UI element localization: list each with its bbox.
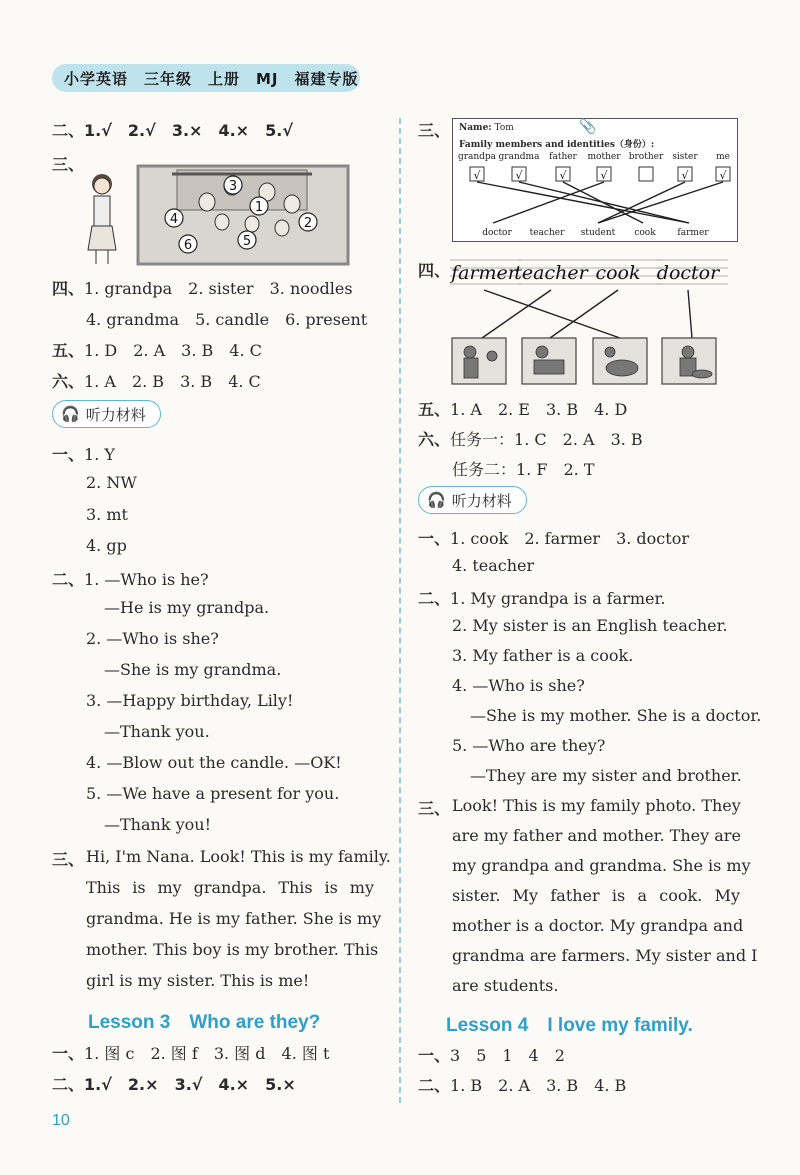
answer-item: 4. gp — [86, 536, 127, 555]
book-title-badge: 小学英语 三年级 上册 MJ 福建专版 — [52, 64, 360, 92]
circle-number: 5 — [242, 234, 252, 249]
answer-row — [52, 442, 115, 465]
answer-item: 3. B — [181, 341, 214, 360]
listening-label: 听力材料 — [85, 405, 146, 424]
check-mark: √ — [559, 169, 567, 182]
answer-item: 1.√ — [84, 1075, 112, 1094]
answer-item: 4.× — [218, 1075, 250, 1094]
answer-item: 2. T — [563, 460, 595, 479]
name-value: Tom — [494, 123, 514, 133]
answer-item: 1. C — [514, 430, 547, 449]
check-mark: √ — [719, 169, 727, 182]
card-heading: Family members and identities（身份）: — [459, 140, 655, 150]
answer-item: 3. B — [610, 430, 643, 449]
member-label: brother — [628, 152, 664, 162]
family-card — [452, 118, 738, 242]
answer-item: 4.× — [218, 121, 250, 140]
answer-item: 6. present — [285, 310, 368, 329]
section-label: 二、 — [418, 1076, 451, 1095]
answer-item: 4. C — [228, 372, 261, 391]
passage-line: grandma are farmers. My sister and I — [452, 946, 758, 965]
section-label: 二、 — [52, 570, 85, 589]
member-label: grandma — [498, 152, 540, 162]
dialogue-line: —She is my mother. She is a doctor. — [470, 706, 762, 725]
answer-item: 4. B — [594, 1076, 627, 1095]
answer-item: 1. F — [516, 460, 548, 479]
dialogue-line: 3. —Happy birthday, Lily! — [86, 691, 294, 710]
answer-item: 2. B — [131, 372, 165, 391]
dialogue-line: 2. —Who is she? — [86, 629, 219, 648]
passage-line: my grandpa and grandma. She is my — [452, 856, 751, 875]
section-label: 六、 — [418, 430, 451, 449]
passage-line: Hi, I'm Nana. Look! This is my family. — [86, 847, 391, 866]
answer-item: 4. C — [229, 341, 262, 360]
answer-item: 3. B — [545, 400, 579, 419]
identity-label: student — [580, 228, 616, 238]
task-label: 任务一： — [450, 430, 515, 449]
dialogue-line: 5. —We have a present for you. — [86, 784, 340, 803]
listening-material-tag — [418, 486, 527, 514]
section-label: 二、 — [52, 1075, 85, 1094]
section-label: 一、 — [52, 1044, 85, 1063]
answer-row — [52, 369, 261, 392]
answer-row — [418, 397, 627, 420]
dialogue-line: —They are my sister and brother. — [470, 766, 742, 785]
identity-label: cook — [634, 228, 656, 238]
identity-label: doctor — [482, 228, 512, 238]
answer-item: 3. B — [180, 372, 213, 391]
dialogue-line: 4. —Who is she? — [452, 676, 585, 695]
answer-row — [418, 526, 689, 549]
check-mark: √ — [600, 169, 608, 182]
check-mark: √ — [681, 169, 689, 182]
handwritten-word: teacher — [514, 262, 588, 284]
passage-line: sister. My father is a cook. My — [452, 886, 740, 905]
passage-line: are my father and mother. They are — [452, 826, 741, 845]
dialogue-line: 2. My sister is an English teacher. — [452, 616, 728, 635]
member-label: father — [549, 152, 577, 162]
section-label: 四、 — [52, 279, 85, 298]
circle-number: 2 — [303, 216, 313, 231]
section-label: 三、 — [418, 799, 451, 818]
dialogue-line: —Thank you. — [104, 722, 210, 741]
answer-item: 1. A — [450, 400, 482, 419]
answer-item: 1. D — [84, 341, 118, 360]
answer-item: 3. doctor — [616, 529, 689, 548]
answer-item: 2. A — [133, 341, 166, 360]
section-label: 三、 — [418, 121, 451, 140]
answer-item: 4. grandma — [86, 310, 180, 329]
answer-item: 1. grandpa — [84, 279, 173, 298]
answer-item: 5.√ — [265, 121, 293, 140]
headphones-icon: 🎧 — [61, 405, 80, 423]
word-picture-match — [450, 252, 730, 387]
circle-number: 3 — [228, 179, 238, 194]
answer-item: 1. A — [84, 372, 116, 391]
dialogue-text: 1. —Who is he? — [84, 570, 209, 589]
section-label: 二、 — [52, 121, 85, 140]
answer-item: 2. 图 f — [150, 1044, 198, 1063]
dialogue-line: —Thank you! — [104, 815, 212, 834]
passage-line: are students. — [452, 976, 559, 995]
answer-item: 1. 图 c — [84, 1044, 135, 1063]
dialogue-line: 3. My father is a cook. — [452, 646, 634, 665]
passage-line: This is my grandpa. This is my — [86, 878, 374, 897]
answer-sequence: 3 5 1 4 2 — [450, 1046, 565, 1065]
answer-row — [86, 307, 367, 330]
answer-item: 1. Y — [84, 445, 115, 464]
passage-line: Look! This is my family photo. They — [452, 796, 741, 815]
lesson-title: Lesson 3 Who are they? — [88, 1012, 321, 1033]
answer-item: 2. A — [562, 430, 595, 449]
passage-line: grandma. He is my father. She is my — [86, 909, 382, 928]
dialogue-line: —He is my grandpa. — [104, 598, 270, 617]
identity-label: teacher — [529, 228, 565, 238]
match-line — [598, 182, 685, 223]
handwritten-word: farmer — [451, 262, 517, 284]
answer-item: 5.× — [265, 1075, 296, 1094]
dialogue-line: 4. —Blow out the candle. —OK! — [86, 753, 342, 772]
answer-item: 3. B — [546, 1076, 579, 1095]
listening-material-tag — [52, 400, 161, 428]
checkbox — [639, 167, 653, 181]
member-label: mother — [587, 152, 621, 162]
section-label: 一、 — [418, 529, 451, 548]
name-label: Name: — [459, 123, 492, 133]
answer-item: 3.× — [171, 121, 203, 140]
answer-item: 1. cook — [450, 529, 509, 548]
answer-item: 4. D — [594, 400, 628, 419]
dialogue-text: 1. My grandpa is a farmer. — [450, 589, 666, 608]
headphones-icon: 🎧 — [427, 491, 446, 509]
identity-label: farmer — [677, 228, 709, 238]
member-label: sister — [672, 152, 698, 162]
dialogue-line — [418, 586, 665, 609]
section-label: 六、 — [52, 372, 85, 391]
girl-figure — [88, 174, 116, 264]
answer-item: 5. candle — [195, 310, 270, 329]
member-label: me — [716, 152, 730, 162]
answer-item: 4. 图 t — [281, 1044, 330, 1063]
circle-number: 6 — [183, 238, 193, 253]
answer-item: 2. farmer — [524, 529, 601, 548]
matching-diagram — [453, 149, 737, 241]
section-label: 三、 — [52, 155, 85, 174]
listening-label: 听力材料 — [451, 491, 512, 510]
member-label: grandpa — [457, 152, 497, 162]
handwritten-word: cook — [595, 262, 641, 284]
circle-number: 1 — [254, 200, 264, 215]
section-label: 三、 — [52, 850, 85, 869]
answer-item: 2.√ — [127, 121, 156, 140]
passage-line: girl is my sister. This is me! — [86, 971, 310, 990]
circle-number: 4 — [169, 212, 179, 227]
answer-item: 3. 图 d — [213, 1044, 266, 1063]
answer-item: 3. mt — [86, 505, 128, 524]
answer-item: 3.√ — [174, 1075, 203, 1094]
dialogue-line: —She is my grandma. — [104, 660, 282, 679]
section-label: 四、 — [418, 261, 451, 280]
passage-line: mother is a doctor. My grandpa and — [452, 916, 744, 935]
answer-item: 2. NW — [86, 473, 137, 492]
check-mark: √ — [473, 169, 481, 182]
answer-item: 2.× — [127, 1075, 159, 1094]
farmer-picture — [452, 338, 506, 384]
answer-row — [418, 1043, 565, 1066]
section-label: 二、 — [418, 589, 451, 608]
answer-row — [52, 118, 293, 141]
answer-row — [418, 1073, 626, 1096]
answer-row — [52, 1041, 329, 1064]
handwritten-word: doctor — [656, 262, 720, 284]
section-label: 一、 — [418, 1046, 451, 1065]
paperclip-icon: 📎 — [579, 119, 597, 135]
answer-row — [52, 1072, 296, 1095]
match-line — [563, 182, 643, 223]
dialogue-line — [52, 567, 209, 590]
answer-row — [452, 457, 595, 480]
answer-item: 2. E — [497, 400, 530, 419]
answer-row — [418, 427, 643, 450]
answer-row — [52, 276, 353, 299]
answer-item: 2. sister — [188, 279, 254, 298]
answer-item: 2. A — [498, 1076, 531, 1095]
answer-item: 1. B — [450, 1076, 483, 1095]
answer-row — [52, 338, 262, 361]
check-mark: √ — [515, 169, 523, 182]
answer-item: 1.√ — [84, 121, 112, 140]
section-label: 一、 — [52, 445, 85, 464]
card-name-row — [459, 123, 514, 133]
column-divider — [399, 118, 401, 1103]
answer-item: 4. teacher — [452, 556, 535, 575]
section-label: 五、 — [418, 400, 451, 419]
dialogue-line: 5. —Who are they? — [452, 736, 606, 755]
lesson-title: Lesson 4 I love my family. — [446, 1015, 693, 1036]
answer-item: 3. noodles — [269, 279, 353, 298]
page-number: 10 — [52, 1112, 70, 1129]
section-label: 五、 — [52, 341, 85, 360]
family-photo-illustration — [82, 164, 352, 272]
task-label: 任务二： — [452, 460, 517, 479]
passage-line: mother. This boy is my brother. This — [86, 940, 379, 959]
